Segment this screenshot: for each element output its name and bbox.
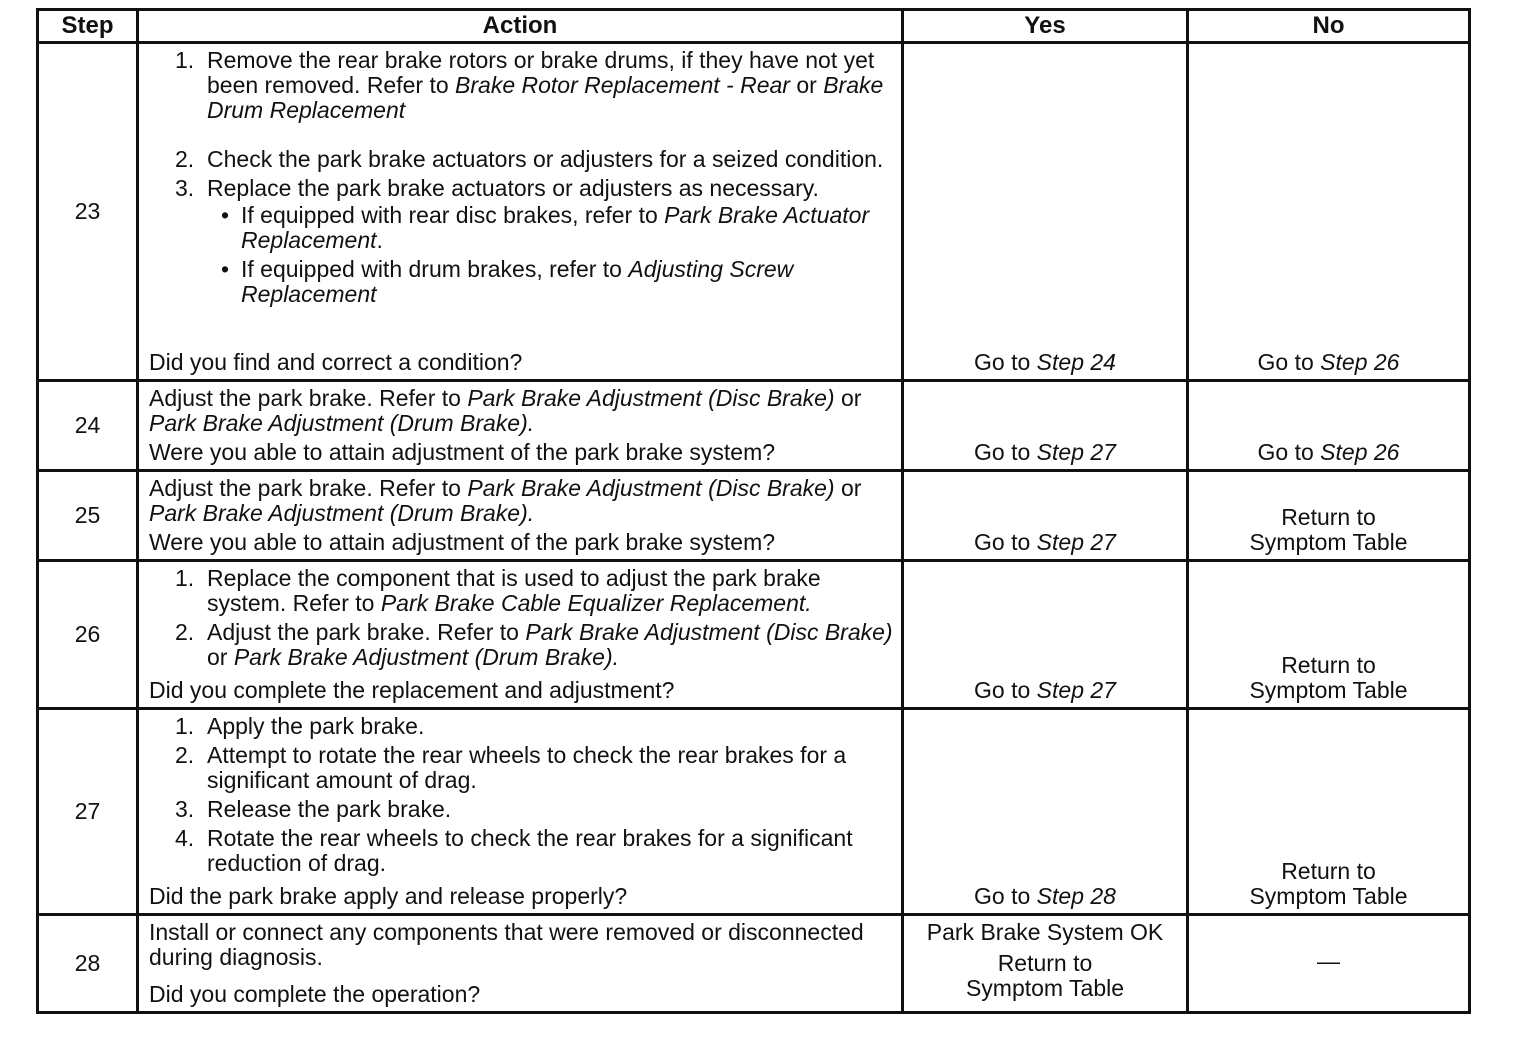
step-number: 27 — [38, 709, 138, 915]
question-text: Did the park brake apply and release properly? — [149, 883, 628, 909]
action-step-item: 2. Attempt to rotate the rear wheels to check the rear brakes for a significant amount of drag. — [175, 742, 847, 793]
action-steps — [149, 714, 893, 880]
yes-cell: Go to Step 27 — [903, 381, 1188, 471]
yes-line-ok: Park Brake System OK — [926, 919, 1164, 945]
no-cell: — — [1188, 915, 1470, 1013]
header-action: Action — [138, 10, 903, 43]
no-cell: Go to Step 26 — [1188, 43, 1470, 381]
header-row — [38, 10, 1470, 43]
table-row-step-25 — [38, 471, 1470, 561]
action-step-item: 1. Apply the park brake. — [175, 713, 425, 739]
no-cell: Go to Step 26 — [1188, 381, 1470, 471]
question-text: Were you able to attain adjustment of the park brake system? — [149, 439, 776, 465]
step-number: 24 — [38, 381, 138, 471]
yes-line-return: Return to — [997, 950, 1093, 976]
action-step-item: 2. Check the park brake actuators or adjusters for a seized condition. — [175, 146, 884, 172]
question-text: Did you complete the operation? — [149, 981, 481, 1007]
action-cell — [138, 561, 903, 709]
table-row-step-26 — [38, 561, 1470, 709]
action-step-item: 1. Remove the rear brake rotors or brake drums, if they have not yet been removed. Refer to Brake Rotor Replacement - Rear or Brake Drum Replacement — [175, 47, 884, 123]
yes-cell: Go to Step 28 — [903, 709, 1188, 915]
yes-line-table: Symptom Table — [965, 975, 1125, 1001]
table-row-step-24 — [38, 381, 1470, 471]
question-text: Were you able to attain adjustment of the park brake system? — [149, 529, 776, 555]
header-no: No — [1188, 10, 1470, 43]
no-cell: Return to Symptom Table — [1188, 709, 1470, 915]
action-text: Install or connect any components that were removed or disconnected during diagnosis. — [149, 919, 864, 970]
yes-cell: Go to Step 24 — [903, 43, 1188, 381]
action-text: Adjust the park brake. Refer to Park Brake Adjustment (Disc Brake) or Park Brake Adjustment (Drum Brake). — [149, 385, 862, 436]
header-yes: Yes — [903, 10, 1188, 43]
action-step-item: 3. Release the park brake. — [175, 796, 452, 822]
table-row-step-27 — [38, 709, 1470, 915]
action-steps — [149, 566, 893, 674]
action-cell — [138, 43, 903, 381]
action-step-item: 4. Rotate the rear wheels to check the rear brakes for a significant reduction of drag. — [175, 825, 853, 876]
no-cell: Return to Symptom Table — [1188, 561, 1470, 709]
action-step-item: 3. Replace the park brake actuators or adjusters as necessary. • If equipped with rear disc brakes, refer to Park Brake Actuator Replacement. • If equipped with drum brakes, refer to Adjusting Screw Replacement — [149, 176, 893, 307]
question-text: Did you complete the replacement and adjustment? — [149, 677, 675, 703]
diagnostic-table-sheet — [36, 8, 1468, 1012]
step-number: 28 — [38, 915, 138, 1013]
diagnostic-table — [36, 8, 1471, 1014]
table-row-step-23 — [38, 43, 1470, 381]
action-cell — [138, 381, 903, 471]
action-cell — [138, 915, 903, 1013]
step-number: 23 — [38, 43, 138, 381]
action-step-item: 1. Replace the component that is used to adjust the park brake system. Refer to Park Brake Cable Equalizer Replacement. — [175, 565, 821, 616]
header-step: Step — [38, 10, 138, 43]
step-number: 26 — [38, 561, 138, 709]
bullet-item: • If equipped with rear disc brakes, refer to Park Brake Actuator Replacement. — [221, 202, 870, 253]
action-bullets — [207, 203, 893, 307]
yes-cell: Go to Step 27 — [903, 561, 1188, 709]
question-text: Did you find and correct a condition? — [149, 349, 523, 375]
action-cell — [138, 709, 903, 915]
yes-cell: Go to Step 27 — [903, 471, 1188, 561]
action-text: Adjust the park brake. Refer to Park Brake Adjustment (Disc Brake) or Park Brake Adjustment (Drum Brake). — [149, 475, 862, 526]
action-cell — [138, 471, 903, 561]
action-step-item: 2. Adjust the park brake. Refer to Park Brake Adjustment (Disc Brake) or Park Brake Adjustment (Drum Brake). — [175, 619, 893, 670]
step-number: 25 — [38, 471, 138, 561]
no-cell: Return to Symptom Table — [1188, 471, 1470, 561]
action-steps — [149, 48, 893, 307]
bullet-item: • If equipped with drum brakes, refer to Adjusting Screw Replacement — [221, 256, 794, 307]
table-row-step-28 — [38, 915, 1470, 1013]
yes-cell — [903, 915, 1188, 1013]
